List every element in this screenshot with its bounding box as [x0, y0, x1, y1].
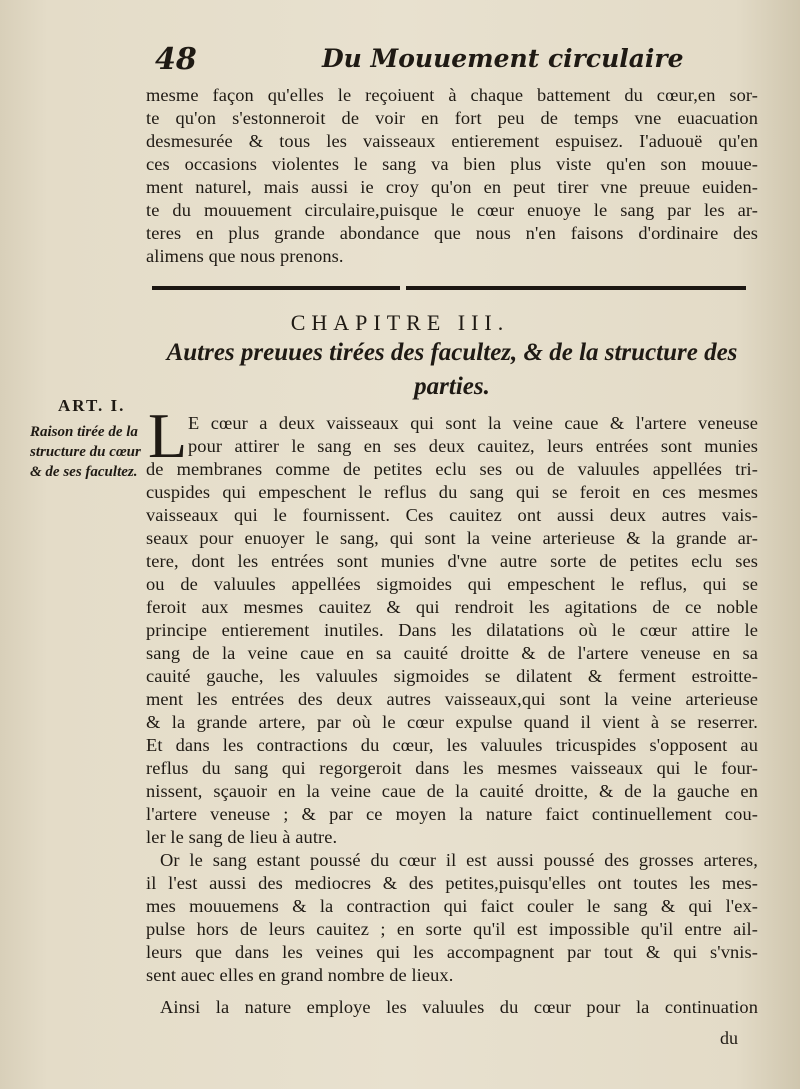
- page-number: 48: [155, 42, 197, 77]
- catchword: du: [720, 1028, 738, 1048]
- section-rule: [152, 286, 400, 290]
- article-number: ART. I.: [58, 396, 126, 415]
- text-line: ces occasions violentes le sang va bien plus viste qu'en son mouue-: [146, 154, 758, 174]
- margin-note-text: Raison tirée de la structure du cœur & de ses facultez.: [30, 424, 141, 480]
- text-line: te du mouuement circulaire,puisque le cœur enuoye le sang par les ar-: [146, 200, 758, 220]
- text-line: ou de valuules appellées sigmoides qui empeschent le reflus, qui se: [146, 574, 758, 594]
- chapter-title: Autres preuues tirées des facultez, & de la structure des parties.: [166, 339, 738, 400]
- text-line: il l'est aussi des mediocres & des petites,puisqu'elles ont toutes les mes-: [146, 873, 758, 893]
- text-line: desmesurée & tous les vaisseaux entierement espuisez. I'aduouë qu'en: [146, 131, 758, 151]
- text-line: de membranes comme de petites eclu ses ou de valuules appellées tri-: [146, 459, 758, 479]
- text-line: cuspides qui empeschent le reflus du sang qui se feroit en ces mesmes: [146, 482, 758, 502]
- text-line: alimens que nous prenons.: [146, 246, 344, 266]
- text-line: ment naturel, mais aussi ie croy qu'on en peut tirer vne preuue euiden-: [146, 177, 758, 197]
- text-line: feroit aux mesmes cauitez & qui rendroit les agitations de ce noble: [146, 597, 758, 617]
- running-title: Du Mouuement circulaire: [322, 44, 684, 73]
- text-line: l'artere veneuse ; & par ce moyen la nature faict continuellement cou-: [146, 804, 758, 824]
- text-line: Or le sang estant poussé du cœur il est aussi poussé des grosses arteres,: [160, 850, 758, 870]
- section-rule: [406, 286, 746, 290]
- text-line: seaux pour enuoyer le sang, qui sont la veine arterieuse & la grande ar-: [146, 528, 758, 548]
- text-line: sang de la veine caue en sa cauité droitte & de l'artere veneuse en sa: [146, 643, 758, 663]
- text-line: tere, dont les entrées sont munies d'vne autre sorte de petites eclu ses: [146, 551, 758, 571]
- text-line: sent auec elles en grand nombre de lieux.: [146, 965, 454, 985]
- text-line: E cœur a deux vaisseaux qui sont la veine caue & l'artere veneuse: [188, 413, 758, 433]
- text-line: Ainsi la nature employe les valuules du cœur pour la continuation: [160, 997, 758, 1017]
- text-line: principe entierement inutiles. Dans les dilatations où le cœur attire le: [146, 620, 758, 640]
- chapter-heading: CHAPITRE III.: [290, 310, 510, 335]
- text-line: mes mouuemens & la contraction qui faict couler le sang & qui l'ex-: [146, 896, 758, 916]
- text-line: vaisseaux qui le fournissent. Ces cauitez ont aussi deux autres vais-: [146, 505, 758, 525]
- text-line: ler le sang de lieu à autre.: [146, 827, 338, 847]
- drop-cap: L: [148, 400, 188, 471]
- text-line: Et dans les contractions du cœur, les valuules tricuspides s'opposent au: [146, 735, 758, 755]
- text-line: pulse hors de leurs cauitez ; en sorte qu'il est impossible qu'il entre ail-: [146, 919, 758, 939]
- text-line: teres en plus grande abondance que nous n'en faisons d'ordinaire des: [146, 223, 758, 243]
- text-line: & la grande artere, par où le cœur expulse quand il vient à se reserrer.: [146, 712, 758, 732]
- page-header: [0, 40, 800, 80]
- text-line: mesme façon qu'elles le reçoiuent à chaque battement du cœur,en sor-: [146, 85, 758, 105]
- text-line: cauité gauche, les valuules sigmoides se dilatent & ferment estroitte-: [146, 666, 758, 686]
- text-line: pour attirer le sang en ses deux cauitez, leurs entrées sont munies: [188, 436, 758, 456]
- text-line: reflus du sang qui regorgeroit dans les mesmes vaisseaux qui le four-: [146, 758, 758, 778]
- text-line: te qu'on s'estonneroit de voir en fort peu de temps vne euacuation: [146, 108, 758, 128]
- text-line: leurs que dans les veines qui les accompagnent par tout & qui s'vnis-: [146, 942, 758, 962]
- margin-note: [30, 396, 150, 482]
- text-line: ment les entrées des deux autres vaisseaux,qui sont la veine arterieuse: [146, 689, 758, 709]
- text-line: nissent, sçauoir en la veine caue de la cauité droitte, & de la gauche en: [146, 781, 758, 801]
